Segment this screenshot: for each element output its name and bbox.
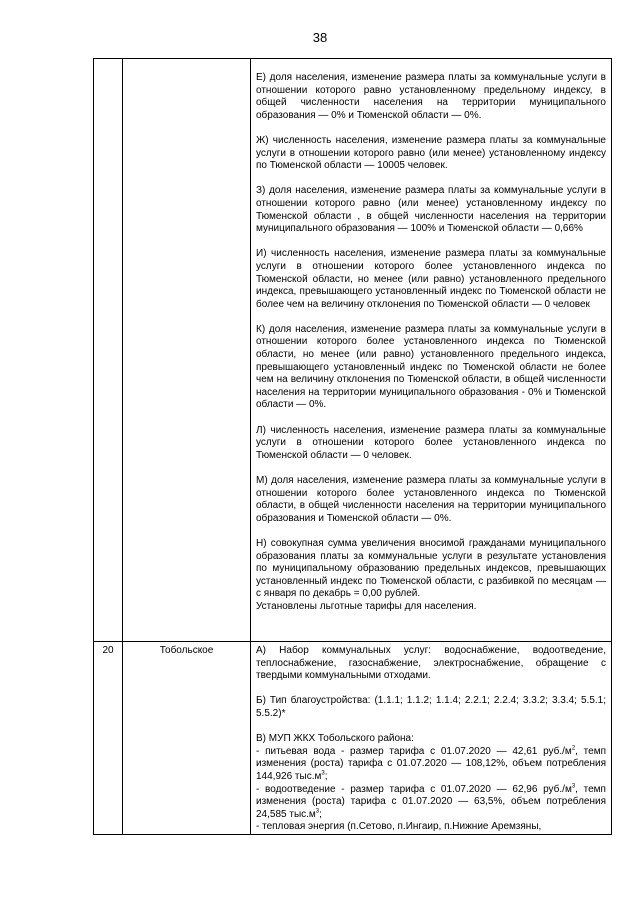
indicators-cell bbox=[251, 59, 612, 642]
indicators-cell bbox=[251, 642, 612, 835]
municipality-cell bbox=[123, 59, 251, 642]
paragraph-k: К) доля населения, изменение размера платы за коммунальные услуги в отношении которого более установленного индекса по Тюменской области, но менее (или равно) установленного предельного индекса, превышающего установленный индекс по Тюменской области не более чем на величину отклонения по Тюменской области, в общей численности населения на территории муниципального образования - 0% и Тюменской области — 0%. bbox=[256, 323, 606, 411]
water-tariff: - питьевая вода - размер тарифа с 01.07.2020 — 42,61 $руб./м^2$, темп изменения (роста) тарифа с 01.07.2020 — 108,12%, объем потребления 144,926 $тыс.м^3$; bbox=[256, 745, 606, 782]
paragraph-v-title: В) МУП ЖКХ Тобольского района: bbox=[256, 733, 414, 745]
paragraph-l: Л) численность населения, изменение размера платы за коммунальные услуги в отношении которого более установленного индекса по Тюменской области — 0 человек. bbox=[256, 424, 606, 461]
paragraph-zh: Ж) численность населения, изменение размера платы за коммунальные услуги в отношении которого равно (или менее) установленному индексу по Тюменской области — 10005 человек. bbox=[256, 134, 606, 172]
table-row bbox=[94, 642, 612, 835]
paragraph-n: Н) совокупная сумма увеличения вносимой гражданами муниципального образования платы за коммунальные услуги в результате установления по муниципальному образованию предельных индексов, превышающих установленный индекс по Тюменской области, с разбивкой по месяцам — с января по декабрь = 0,00 рублей. bbox=[256, 537, 606, 600]
row-number-cell bbox=[94, 59, 123, 642]
benefit-tariffs-note: Установлены льготные тарифы для населения. bbox=[256, 600, 477, 612]
sewer-tariff: - водоотведение - размер тарифа с 01.07.2020 — 62,96 $руб./м^3$, темп изменения (роста) тарифа с 01.07.2020 — 63,5%, объем потребления 24,585 $тыс.м^3$; bbox=[256, 783, 606, 820]
paragraph-z: З) доля населения, изменение размера платы за коммунальные услуги в отношении которого равно (или менее) установленному индексу по Тюменской области , в общей численности населения на территории муниципального образования — 100% и Тюменской области — 0,66% bbox=[256, 185, 606, 235]
row-number: 20 bbox=[94, 642, 123, 835]
paragraph-e: Е) доля населения, изменение размера платы за коммунальные услуги в отношении которого равно установленному предельному индексу, в общей численности населения на территории муниципального образования — 0% и Тюменской области — 0%. bbox=[256, 72, 606, 121]
paragraph-m: М) доля населения, изменение размера платы за коммунальные услуги в отношении которого более установленного индекса по Тюменской области, в общей численности населения на территории муниципального образования и Тюменской области — 0%. bbox=[256, 475, 606, 524]
paragraph-i: И) численность населения, изменение размера платы за коммунальные услуги в отношении которого более установленного индекса по Тюменской области, но менее (или равно) установленного предельного индекса, превышающего установленный индекс по Тюменской области не более чем на величину отклонения по Тюменской области — 0 человек bbox=[256, 248, 606, 310]
paragraph-a: А) Набор коммунальных услуг: водоснабжение, водоотведение, теплоснабжение, газоснабжение, электроснабжение, обращение с твердыми коммунальными отходами. bbox=[256, 645, 606, 682]
tariff-table bbox=[93, 58, 612, 835]
heat-tariff: - тепловая энергия (п.Сетово, п.Ингаир, п.Нижние Аремзяны, bbox=[256, 821, 542, 833]
paragraph-b: Б) Тип благоустройства: (1.1.1; 1.1.2; 1.1.4; 2.2.1; 2.2.4; 3.3.2; 3.3.4; 5.5.1; 5.5.2)* bbox=[256, 695, 606, 719]
municipality-name: Тобольское bbox=[123, 642, 251, 835]
table-row bbox=[94, 59, 612, 642]
page-number: 38 bbox=[312, 30, 328, 45]
